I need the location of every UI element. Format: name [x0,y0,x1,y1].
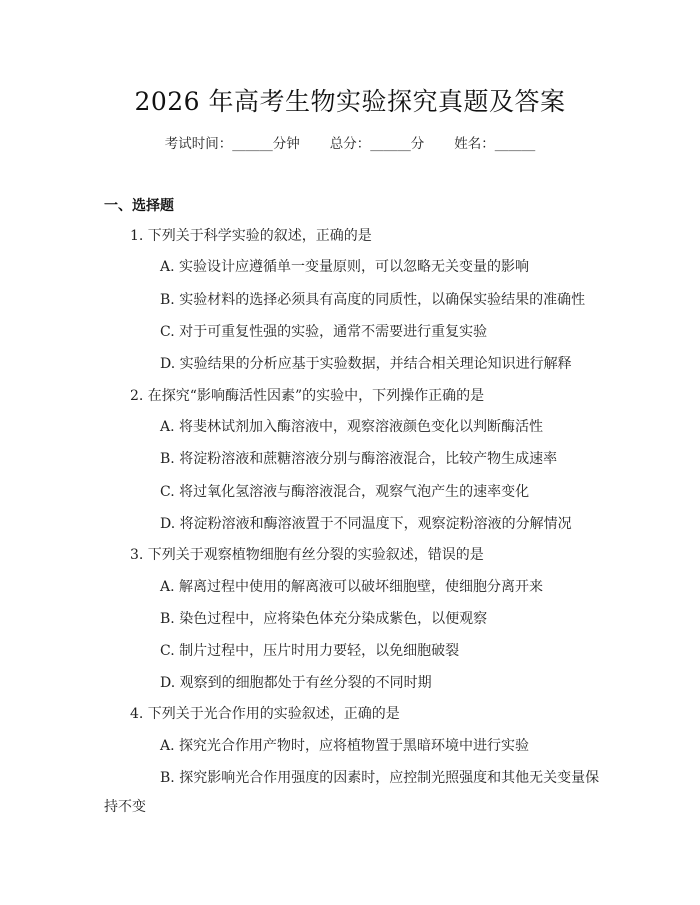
student-name-field: 姓名：______ [454,136,536,152]
option-c: C. 对于可重复性强的实验，通常不需要进行重复实验 [160,324,488,340]
option-b: B. 实验材料的选择必须具有高度的同质性，以确保实验结果的准确性 [160,292,586,308]
exam-info-line [0,132,700,152]
option-a: A. 解离过程中使用的解离液可以破坏细胞壁，使细胞分离开来 [160,579,544,595]
question-stem: 4. 下列关于光合作用的实验叙述，正确的是 [130,706,400,722]
option-a: A. 将斐林试剂加入酶溶液中，观察溶液颜色变化以判断酶活性 [160,419,544,435]
exam-time-field: 考试时间：______分钟 [164,136,300,152]
option-d: D. 将淀粉溶液和酶溶液置于不同温度下，观察淀粉溶液的分解情况 [160,516,572,532]
option-a: A. 探究光合作用产物时，应将植物置于黑暗环境中进行实验 [160,738,530,754]
option-b: B. 探究影响光合作用强度的因素时，应控制光照强度和其他无关变量保 [160,770,600,786]
question-stem: 1. 下列关于科学实验的叙述，正确的是 [130,228,372,244]
question-stem: 3. 下列关于观察植物细胞有丝分裂的实验叙述，错误的是 [130,547,484,563]
page-title: 2026 年高考生物实验探究真题及答案 [134,87,566,116]
question-stem: 2. 在探究“影响酶活性因素”的实验中，下列操作正确的是 [130,388,485,404]
option-d: D. 实验结果的分析应基于实验数据，并结合相关理论知识进行解释 [160,356,572,372]
option-b: B. 将淀粉溶液和蔗糖溶液分别与酶溶液混合，比较产物生成速率 [160,451,558,467]
option-b-continuation: 持不变 [104,799,146,815]
option-d: D. 观察到的细胞都处于有丝分裂的不同时期 [160,675,432,691]
option-c: C. 制片过程中，压片时用力要轻，以免细胞破裂 [160,643,460,659]
option-c: C. 将过氧化氢溶液与酶溶液混合，观察气泡产生的速率变化 [160,484,530,500]
option-a: A. 实验设计应遵循单一变量原则，可以忽略无关变量的影响 [160,259,530,275]
section-heading: 一、选择题 [104,198,174,214]
total-score-field: 总分：______分 [329,136,425,152]
option-b: B. 染色过程中，应将染色体充分染成紫色，以便观察 [160,611,488,627]
